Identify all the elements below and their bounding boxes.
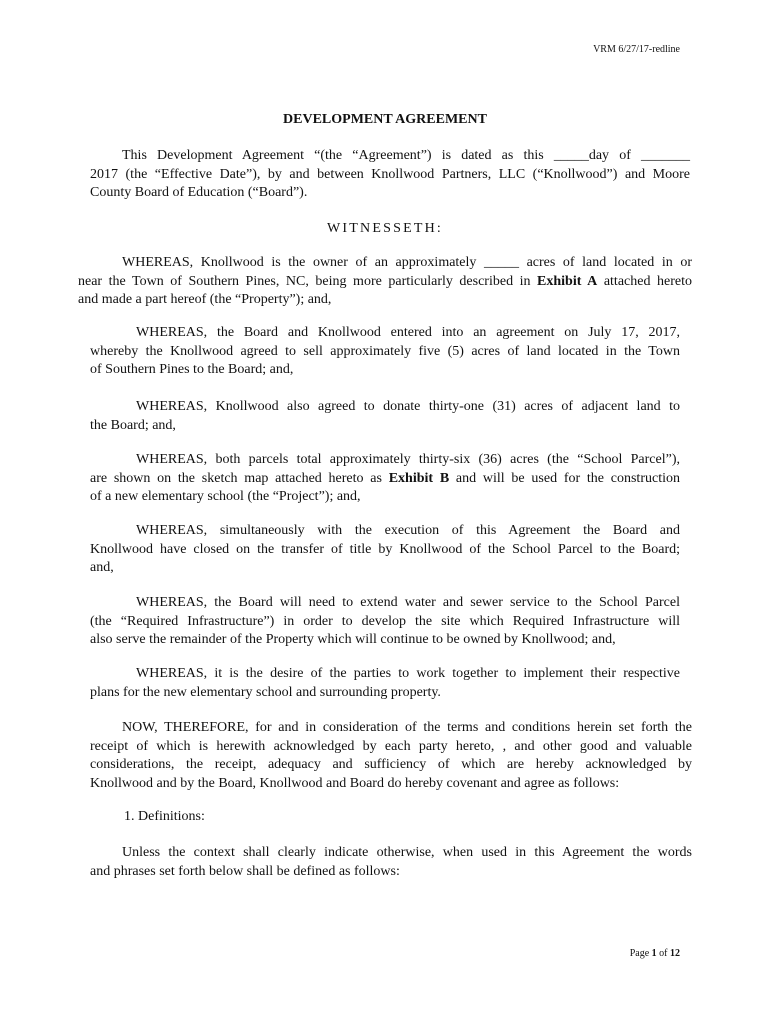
intro-paragraph: This Development Agreement “(the “Agreement”) is dated as this _____day of _______ 2017 (the “Effective Date”), by and between Knollwood Partners, LLC (“Knollwood”) and Moore County Board of Education (“Board”). [90, 148, 690, 200]
recital-closing: WHEREAS, simultaneously with the execution of this Agreement the Board and Knollwood have closed on the transfer of title by Knollwood of the School Parcel to the Board; and, [90, 523, 680, 575]
document-title: DEVELOPMENT AGREEMENT [283, 112, 487, 127]
recital-school-parcel: WHEREAS, both parcels total approximately thirty-six (36) acres (the “School Parcel”), are shown on the sketch map attached hereto as Exhibit B and will be used for the construction of a new elementary school (the “Project”); and, [90, 452, 680, 504]
exhibit-a-ref: Exhibit A [537, 273, 598, 289]
recital-property: WHEREAS, Knollwood is the owner of an approximately _____ acres of land located in or near the Town of Southern Pines, NC, being more particularly described in Exhibit A attached hereto and made a part hereof (the “Property”); and, [78, 255, 692, 307]
witnesseth-heading: WITNESSETH: [327, 221, 443, 236]
recital-infrastructure: WHEREAS, the Board will need to extend water and sewer service to the School Parcel (the “Required Infrastructure”) in order to develop the site which Required Infrastructure will also serve the remainder of the Property which will continue to be owned by Knollwood; and, [90, 595, 680, 647]
revision-reference: VRM 6/27/17-redline [593, 44, 680, 55]
page-number: Page 1 of 12 [629, 948, 680, 959]
exhibit-b-ref: Exhibit B [388, 470, 450, 486]
definitions-intro-paragraph: Unless the context shall clearly indicate otherwise, when used in this Agreement the words and phrases set forth below shall be defined as follows: [90, 845, 692, 879]
recital-agreement: WHEREAS, the Board and Knollwood entered into an agreement on July 17, 2017, whereby the Knollwood agreed to sell approximately five (5) acres of land located in the Town of Southern Pines to the Board; and, [90, 325, 680, 377]
recital-cooperation: WHEREAS, it is the desire of the parties to work together to implement their respective plans for the new elementary school and surrounding property. [90, 666, 680, 700]
recital-donation: WHEREAS, Knollwood also agreed to donate thirty-one (31) acres of adjacent land to the Board; and, [90, 399, 680, 433]
now-therefore-paragraph: NOW, THEREFORE, for and in consideration of the terms and conditions herein set forth the receipt of which is herewith acknowledged by each party hereto, , and other good and valuable considerations, the receipt, adequacy and sufficiency of which are hereby acknowledged by Knollwood and by the Board, Knollwood and Board do hereby covenant and agree as follows: [90, 720, 692, 791]
section-heading-definitions: 1. Definitions: [124, 809, 205, 824]
